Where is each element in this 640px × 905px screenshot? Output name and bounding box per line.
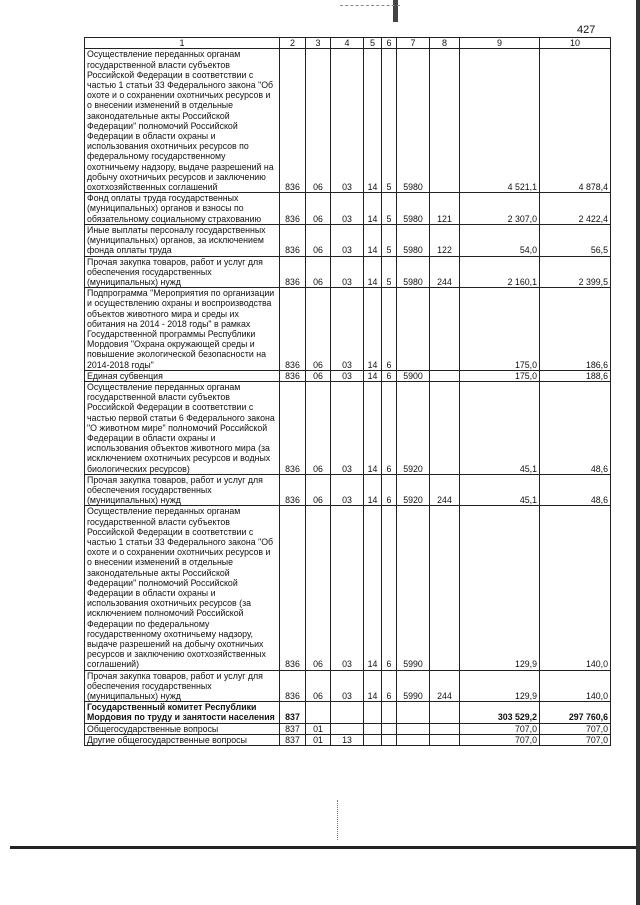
cell-c9: 175,0 [460, 370, 540, 381]
cell-c9: 707,0 [460, 723, 540, 734]
cell-c6: 6 [382, 474, 397, 506]
cell-c6 [382, 702, 397, 723]
column-header: 4 [331, 38, 364, 49]
column-header: 6 [382, 38, 397, 49]
cell-c3: 06 [306, 224, 331, 256]
cell-c2: 837 [280, 723, 306, 734]
cell-c3: 06 [306, 381, 331, 474]
table-row [85, 49, 611, 193]
cell-c6: 6 [382, 370, 397, 381]
cell-c7: 5990 [397, 506, 430, 670]
cell-c6: 6 [382, 506, 397, 670]
cell-c10: 4 878,4 [540, 49, 611, 193]
cell-c6: 6 [382, 670, 397, 702]
cell-c6 [382, 723, 397, 734]
cell-c10: 56,5 [540, 224, 611, 256]
cell-c5 [364, 734, 382, 745]
row-name-cell: Осуществление переданных органам государственной власти субъектов Российской Федерации в соответствии с частью 1 статьи 33 Федерального закона "Об охоте и о сохранении охотничьих ресурсов и о внесении изменений в отдельные законодательные акты Российской Федерации" полномочий Российской Федерации в области охраны и использования охотничьих ресурсов (за исключением полномочий Российской Федерации по федеральному государственному охотничьему надзору, выдаче разрешений на добычу охотничьих ресурсов и заключению охотхозяйственных соглашений) [85, 506, 280, 670]
row-name-cell: Прочая закупка товаров, работ и услуг для обеспечения государственных (муниципальных) нужд [85, 256, 280, 288]
cell-c7: 5980 [397, 256, 430, 288]
cell-c6: 5 [382, 49, 397, 193]
cell-c6: 5 [382, 193, 397, 225]
row-name-cell: Осуществление переданных органам государственной власти субъектов Российской Федерации в соответствии с частью первой статьи 6 Федерального закона "О животном мире" полномочий Российской Федерации в области охраны и использования объектов животного мира (за исключением охотничьих ресурсов и водных биологических ресурсов) [85, 381, 280, 474]
cell-c10: 297 760,6 [540, 702, 611, 723]
cell-c4: 03 [331, 370, 364, 381]
cell-c9: 2 307,0 [460, 193, 540, 225]
cell-c9: 707,0 [460, 734, 540, 745]
cell-c10: 2 399,5 [540, 256, 611, 288]
cell-c9: 129,9 [460, 670, 540, 702]
cell-c4 [331, 702, 364, 723]
cell-c7: 5900 [397, 370, 430, 381]
column-header: 5 [364, 38, 382, 49]
cell-c3: 06 [306, 370, 331, 381]
cell-c9: 175,0 [460, 288, 540, 371]
cell-c2: 836 [280, 288, 306, 371]
row-name-cell: Прочая закупка товаров, работ и услуг для обеспечения государственных (муниципальных) нужд [85, 474, 280, 506]
cell-c6: 5 [382, 224, 397, 256]
table-row [85, 370, 611, 381]
row-name-cell: Государственный комитет Республики Мордовия по труду и занятости населения [85, 702, 280, 723]
table-row [85, 256, 611, 288]
cell-c7 [397, 702, 430, 723]
cell-c2: 837 [280, 702, 306, 723]
cell-c6: 5 [382, 256, 397, 288]
cell-c7: 5990 [397, 670, 430, 702]
cell-c5: 14 [364, 506, 382, 670]
cell-c10: 48,6 [540, 474, 611, 506]
cell-c2: 836 [280, 381, 306, 474]
cell-c3: 06 [306, 474, 331, 506]
cell-c8: 244 [430, 256, 460, 288]
cell-c2: 836 [280, 49, 306, 193]
cell-c8 [430, 381, 460, 474]
cell-c8 [430, 702, 460, 723]
cell-c9: 129,9 [460, 506, 540, 670]
cell-c5: 14 [364, 256, 382, 288]
cell-c3: 06 [306, 193, 331, 225]
cell-c10: 140,0 [540, 670, 611, 702]
column-header: 9 [460, 38, 540, 49]
table-row [85, 381, 611, 474]
cell-c5 [364, 702, 382, 723]
table-row [85, 723, 611, 734]
cell-c2: 836 [280, 224, 306, 256]
table-row [85, 702, 611, 723]
table-row [85, 474, 611, 506]
cell-c2: 836 [280, 670, 306, 702]
cell-c4: 03 [331, 224, 364, 256]
cell-c5: 14 [364, 224, 382, 256]
cell-c6: 6 [382, 381, 397, 474]
column-header: 7 [397, 38, 430, 49]
cell-c10: 707,0 [540, 734, 611, 745]
cell-c2: 836 [280, 474, 306, 506]
cell-c10: 2 422,4 [540, 193, 611, 225]
cell-c4 [331, 723, 364, 734]
cell-c6 [382, 734, 397, 745]
cell-c3: 06 [306, 288, 331, 371]
cell-c8: 121 [430, 193, 460, 225]
row-name-cell: Прочая закупка товаров, работ и услуг для обеспечения государственных (муниципальных) нужд [85, 670, 280, 702]
cell-c8 [430, 734, 460, 745]
cell-c10: 48,6 [540, 381, 611, 474]
cell-c4: 03 [331, 193, 364, 225]
cell-c7: 5980 [397, 193, 430, 225]
cell-c5: 14 [364, 474, 382, 506]
cell-c9: 2 160,1 [460, 256, 540, 288]
column-header: 3 [306, 38, 331, 49]
cell-c2: 836 [280, 193, 306, 225]
cell-c4: 03 [331, 670, 364, 702]
scan-artifact [393, 0, 398, 22]
page-number: 427 [577, 24, 596, 36]
cell-c7 [397, 723, 430, 734]
cell-c7: 5980 [397, 224, 430, 256]
row-name-cell: Фонд оплаты труда государственных (муниципальных) органов и взносы по обязательному социальному страхованию [85, 193, 280, 225]
table-row [85, 224, 611, 256]
cell-c5: 14 [364, 670, 382, 702]
cell-c4: 03 [331, 381, 364, 474]
page-bottom-border [10, 846, 640, 849]
cell-c5 [364, 723, 382, 734]
table-row [85, 670, 611, 702]
cell-c4: 03 [331, 49, 364, 193]
column-header: 10 [540, 38, 611, 49]
row-name-cell: Осуществление переданных органам государственной власти субъектов Российской Федерации в соответствии с частью 1 статьи 33 Федерального закона "Об охоте и о сохранении охотничьих ресурсов и о внесении изменений в отдельные законодательные акты Российской Федерации" полномочий Российской Федерации в области охраны и использования охотничьих ресурсов по федеральному государственному охотничьему надзору, выдаче разрешений на добычу охотничьих ресурсов и заключению охотхозяйственных соглашений [85, 49, 280, 193]
row-name-cell: Подпрограмма "Мероприятия по организации и осуществлению охраны и воспроизводства объектов животного мира и среды их обитания на 2014 - 2018 годы" в рамках Государственной программы Республики Мордовия "Охрана окружающей среды и повышение экологической безопасности на 2014-2018 годы" [85, 288, 280, 371]
cell-c7: 5980 [397, 49, 430, 193]
cell-c3: 01 [306, 734, 331, 745]
table-row [85, 193, 611, 225]
cell-c3 [306, 702, 331, 723]
cell-c2: 837 [280, 734, 306, 745]
cell-c5: 14 [364, 193, 382, 225]
cell-c4: 13 [331, 734, 364, 745]
cell-c7 [397, 734, 430, 745]
cell-c4: 03 [331, 506, 364, 670]
cell-c3: 06 [306, 256, 331, 288]
cell-c5: 14 [364, 288, 382, 371]
cell-c8: 244 [430, 474, 460, 506]
cell-c2: 836 [280, 370, 306, 381]
scan-artifact [337, 800, 339, 840]
cell-c9: 54,0 [460, 224, 540, 256]
cell-c6: 6 [382, 288, 397, 371]
cell-c4: 03 [331, 474, 364, 506]
cell-c5: 14 [364, 370, 382, 381]
cell-c2: 836 [280, 256, 306, 288]
scan-edge [636, 0, 640, 905]
cell-c3: 06 [306, 670, 331, 702]
cell-c2: 836 [280, 506, 306, 670]
column-header: 8 [430, 38, 460, 49]
table-header-row [85, 38, 611, 49]
cell-c10: 707,0 [540, 723, 611, 734]
cell-c4: 03 [331, 256, 364, 288]
cell-c9: 45,1 [460, 474, 540, 506]
cell-c9: 303 529,2 [460, 702, 540, 723]
cell-c8 [430, 370, 460, 381]
cell-c7: 5920 [397, 381, 430, 474]
cell-c8 [430, 723, 460, 734]
cell-c10: 188,6 [540, 370, 611, 381]
column-header: 1 [85, 38, 280, 49]
cell-c10: 186,6 [540, 288, 611, 371]
scan-artifact [340, 5, 400, 7]
cell-c5: 14 [364, 381, 382, 474]
cell-c8 [430, 49, 460, 193]
cell-c9: 45,1 [460, 381, 540, 474]
cell-c4: 03 [331, 288, 364, 371]
cell-c8: 122 [430, 224, 460, 256]
row-name-cell: Другие общегосударственные вопросы [85, 734, 280, 745]
cell-c10: 140,0 [540, 506, 611, 670]
table-row [85, 734, 611, 745]
cell-c8: 244 [430, 670, 460, 702]
row-name-cell: Иные выплаты персоналу государственных (муниципальных) органов, за исключением фонда оплаты труда [85, 224, 280, 256]
table-row [85, 288, 611, 371]
cell-c7: 5920 [397, 474, 430, 506]
cell-c3: 06 [306, 506, 331, 670]
row-name-cell: Общегосударственные вопросы [85, 723, 280, 734]
budget-table [84, 37, 611, 746]
cell-c7 [397, 288, 430, 371]
cell-c3: 01 [306, 723, 331, 734]
cell-c5: 14 [364, 49, 382, 193]
cell-c3: 06 [306, 49, 331, 193]
cell-c8 [430, 288, 460, 371]
row-name-cell: Единая субвенция [85, 370, 280, 381]
table-row [85, 506, 611, 670]
cell-c8 [430, 506, 460, 670]
cell-c9: 4 521,1 [460, 49, 540, 193]
column-header: 2 [280, 38, 306, 49]
